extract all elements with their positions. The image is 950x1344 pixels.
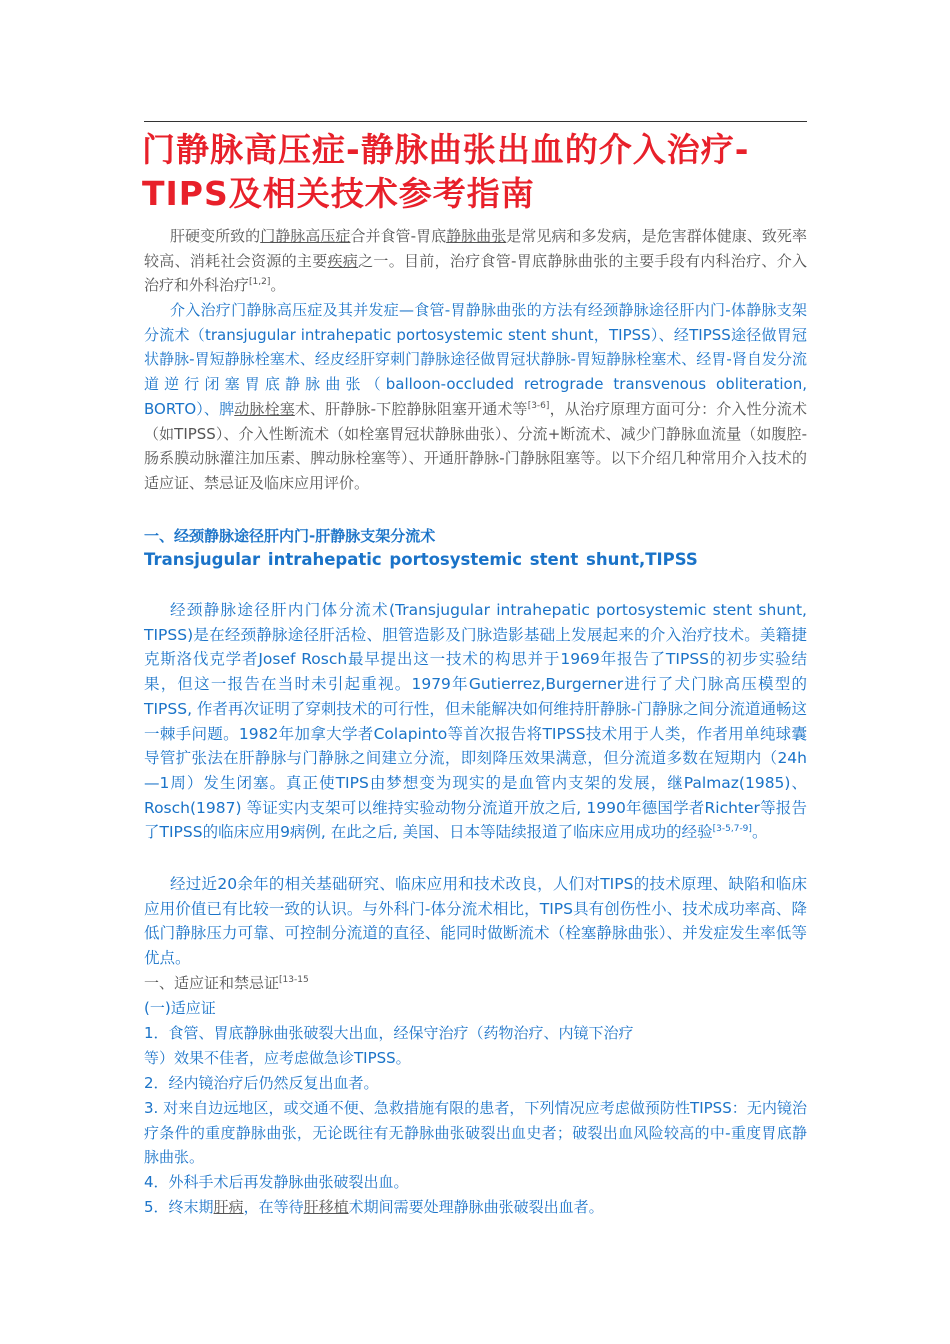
text-span: ，在等待	[243, 1198, 304, 1216]
subheading-indications-list: (一)适应证	[144, 999, 216, 1017]
link-liver-transplant[interactable]: 肝移植	[303, 1198, 349, 1216]
methods-paragraph	[144, 298, 807, 496]
list-item: 4．外科手术后再发静脉曲张破裂出血。	[144, 1173, 409, 1191]
list-item: 2．经内镜治疗后仍然反复出血者。	[144, 1074, 379, 1092]
list-item	[144, 1195, 807, 1220]
text-span: 经颈静脉途径肝内门体分流术(Transjugular intrahepatic portosystemic stent shunt, TIPSS)是在经颈静脉途径肝活检、胆管造影及门脉造影基础上发展起来的介入治疗技术。美籍捷克斯洛伐克学者Josef Rosch最早提出这一技术的构思并于1969年报告了TIPSS的初步实验结果，但这一报告在当时未引起重视。1979年Gutierrez,Burgerner进行了犬门脉高压模型的TIPSS, 作者再次证明了穿刺技术的可行性，但未能解决如何维持肝静脉-门静脉之间分流道通畅这一棘手问题。1982年加拿大学者Colapinto等首次报告将TIPSS技术用于人类，作者用单纯球囊导管扩张法在肝静脉与门静脉之间建立分流，即刻降压效果满意，但分流道多数在短期内（24h—1周）发生闭塞。真正使TIPS由梦想变为现实的是血管内支架的发展，继Palmaz(1985)、Rosch(1987) 等证实内支架可以维持实验动物分流道开放之后, 1990年德国学者Richter等报告了TIPSS的临床应用9病例, 在此之后, 美国、日本等陆续报道了临床应用成功的经验	[144, 601, 808, 842]
list-item: 3. 对来自边远地区，或交通不便、急救措施有限的患者，下列情况应考虑做预防性TIPSS：无内镜治疗条件的重度静脉曲张，无论既往有无静脉曲张破裂出血史者；破裂出血风险较高的中-重度胃底静脉曲张。	[144, 1099, 807, 1167]
text-span: 之一。目前，治疗食管-胃底静脉曲张的主要手段有内科治疗、介入治疗和外科治疗	[144, 251, 807, 295]
citation: [3-6]	[527, 400, 550, 411]
link-arterial-embolization[interactable]: 动脉栓塞	[234, 399, 295, 418]
citation: [13-15	[279, 975, 309, 985]
text-span: 介入治疗门静脉高压症及其并发症—食管-胃静脉曲张的方法有经颈静脉途径肝内门-体静脉支架分流术（transjugular intrahepatic portosystemic stent shunt，TIPSS）、经TIPSS途径做胃冠状静脉-胃短静脉栓塞术、经皮经肝穿刺门静脉途径做胃冠状静脉-胃短静脉栓塞术、经胃-肾自发分流道逆行闭塞胃底静脉曲张（balloon-occluded retrograde transvenous obliteration, BORTO）、脾	[144, 301, 807, 418]
intro-paragraph	[144, 224, 807, 298]
text-span: 。	[270, 276, 286, 295]
text-span: 术期间需要处理静脉曲张破裂出血者。	[348, 1198, 604, 1216]
link-varices[interactable]: 静脉曲张	[446, 227, 507, 245]
link-liver-disease[interactable]: 肝病	[213, 1198, 244, 1216]
section-heading-en: Transjugular intrahepatic portosystemic stent shunt,TIPSS	[144, 550, 698, 569]
top-rule	[144, 121, 807, 122]
link-disease[interactable]: 疾病	[327, 251, 359, 270]
list-item: 等）效果不佳者，应考虑做急诊TIPSS。	[144, 1049, 411, 1067]
history-paragraph	[144, 598, 807, 845]
link-portal-hypertension[interactable]: 门静脉高压症	[260, 227, 351, 245]
text-span: 5．终末期	[144, 1198, 214, 1216]
text-span: 一、适应证和禁忌证	[144, 974, 280, 992]
section-heading-cn: 一、经颈静脉途径肝内门-肝静脉支架分流术	[144, 527, 436, 545]
text-span: 合并食管-胃底	[350, 227, 447, 245]
text-span: 是常见病和多发病，是危害群体健康、致死率较高、消耗社会资源的主要	[144, 227, 807, 270]
text-span: 。	[751, 823, 768, 842]
citation: [3-5,7-9]	[712, 824, 752, 835]
advantages-paragraph: 经过近20余年的相关基础研究、临床应用和技术改良，人们对TIPS的技术原理、缺陷和临床应用价值已有比较一致的认识。与外科门-体分流术相比，TIPS具有创伤性小、技术成功率高、降低门静脉压力可靠、可控制分流道的直径、能同时做断流术（栓塞静脉曲张）、并发症发生率低等优点。	[144, 875, 807, 968]
text-span: 肝硬变所致的	[170, 227, 261, 245]
text-span: ，从治疗原理方面可分：介入性分流术（如TIPSS）、介入性断流术（如栓塞胃冠状静脉曲张）、分流+断流术、减少门静脉血流量（如腹腔-肠系膜动脉灌注加压素、脾动脉栓塞等）、开通肝静脉-门静脉阻塞等。以下介绍几种常用介入技术的适应证、禁忌证及临床应用评价。	[144, 399, 807, 492]
list-item: 1．食管、胃底静脉曲张破裂大出血，经保守治疗（药物治疗、内镜下治疗	[144, 1024, 634, 1042]
text-span: 术、肝静脉-下腔静脉阻塞开通术等	[294, 399, 528, 418]
page-title: 门静脉高压症-静脉曲张出血的介入治疗-TIPS及相关技术参考指南	[142, 130, 750, 213]
citation: [1,2]	[249, 277, 271, 288]
subheading-indications	[144, 971, 807, 996]
